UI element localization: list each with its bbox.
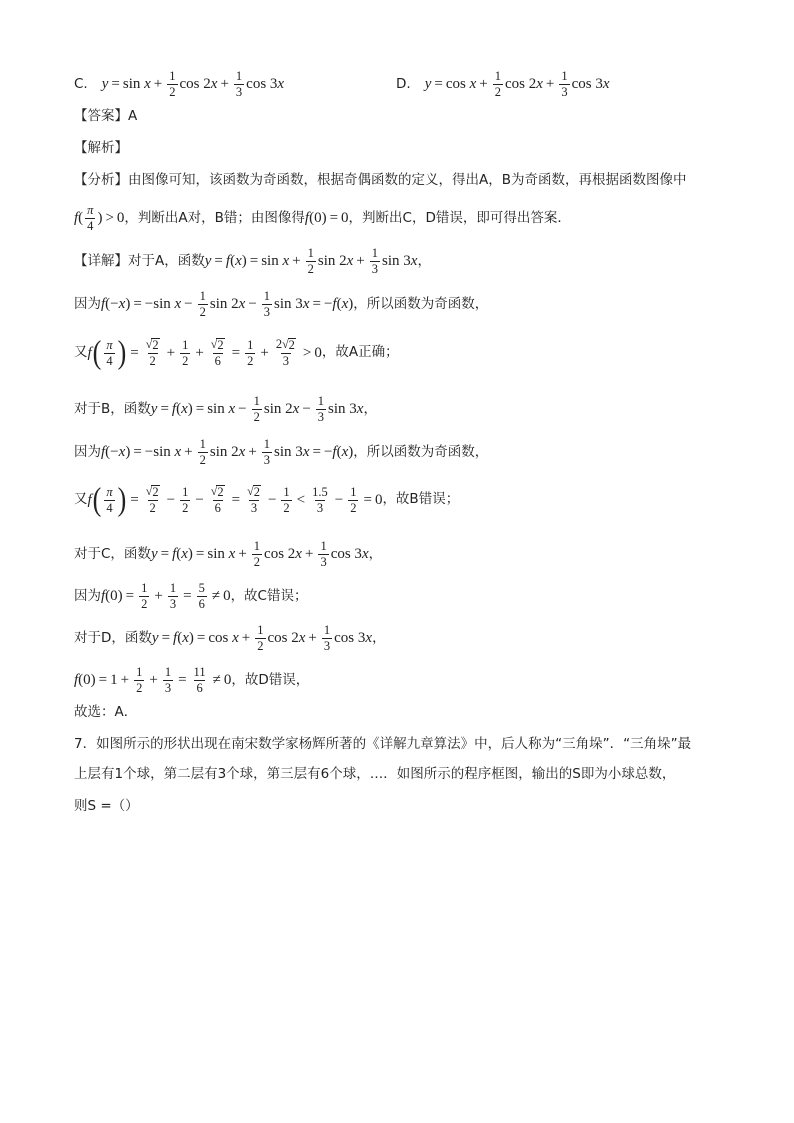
fenxi-line-1: 【分析】由图像可知，该函数为奇函数，根据奇偶函数的定义，得出A，B为奇函数，再根据函数图像中 — [74, 172, 687, 188]
because-a: 因为 — [74, 295, 101, 312]
because-c: 因为 — [74, 587, 101, 604]
option-d-formula: y = cos x + $\frac{1}{2}$ cos 2 x + $\frac{1}{3}$ cos 3 x — [424, 69, 610, 100]
option-c-label: C. — [74, 75, 88, 92]
for-b-text: 对于B，函数 — [74, 400, 151, 417]
fenxi-text-b1: ，判断出A对，B错；由图像得 — [124, 209, 305, 226]
fenxi-line-2: f ( $\frac{\pi}{4}$ ) > 0 ，判断出A对，B错；由图像得 f (0) = 0 ，判断出C，D错误，即可得出答案． — [74, 203, 571, 234]
detail-b-line: 对于B，函数 y = f ( x ) = sin x − $\frac{1}{2}$ sin 2 x − $\frac{1}{3}$ sin 3 x ， — [74, 394, 377, 425]
analysis-heading: 【解析】 — [74, 140, 128, 156]
option-c-formula: y = sin x + $\frac{1}{2}$ cos 2 x + $\frac{1}{3}$ cos 3 x — [101, 69, 285, 100]
option-d — [396, 70, 610, 99]
option-d-label: D. — [396, 75, 411, 92]
value-check-b: 又 f ( $\frac{\pi}{4}$ ) = √ 2 2 − $\frac{1}{2}$ − √ 2 6 = √ 2 3 − $\frac{1}{2}$ < $\frac{1.5}{3}$ − $\frac{1}{2}$ = 0 ，故B错误； — [74, 481, 460, 518]
question-7-line-3: 则S =（） — [74, 798, 139, 814]
again-b: 又 — [74, 491, 88, 508]
odd-check-a: 因为 f (− x ) = −sin x − $\frac{1}{2}$ sin 2 x − $\frac{1}{3}$ sin 3 x = − f ( x ) ，所以函数为奇函数， — [74, 289, 489, 320]
detail-a-line: 【详解】对于A，函数 y = f ( x ) = sin x + $\frac{1}{2}$ sin 2 x + $\frac{1}{3}$ sin 3 x ， — [74, 246, 431, 277]
odd-result-a: ，所以函数为奇函数， — [353, 295, 489, 312]
for-d-text: 对于D，函数 — [74, 629, 152, 646]
for-c-text: 对于C，函数 — [74, 545, 151, 562]
odd-check-b: 因为 f (− x ) = −sin x + $\frac{1}{2}$ sin 2 x + $\frac{1}{3}$ sin 3 x = − f ( x ) ，所以函数为奇函数， — [74, 437, 489, 468]
fenxi-text-b2: ，判断出C，D错误，即可得出答案． — [348, 209, 571, 226]
value-check-a: 又 f ( $\frac{\pi}{4}$ ) = √ 2 2 + $\frac{1}{2}$ + √ 2 6 = $\frac{1}{2}$ + 2 √ 2 3 > 0 ，故A正确； — [74, 334, 399, 371]
option-c — [74, 70, 284, 99]
c-wrong: ，故C错误； — [230, 587, 308, 604]
again-a: 又 — [74, 344, 88, 361]
value-check-d: f (0) = 1 + $\frac{1}{2}$ + $\frac{1}{3}$ = $\frac{11}{6}$ ≠ 0 ，故D错误， — [74, 665, 310, 696]
detail-d-line: 对于D，函数 y = f ( x ) = cos x + $\frac{1}{2}$ cos 2 x + $\frac{1}{3}$ cos 3 x ， — [74, 623, 386, 654]
detail-c-line: 对于C，函数 y = f ( x ) = sin x + $\frac{1}{2}$ cos 2 x + $\frac{1}{3}$ cos 3 x ， — [74, 539, 383, 570]
value-check-c: 因为 f (0) = $\frac{1}{2}$ + $\frac{1}{3}$ = $\frac{5}{6}$ ≠ 0 ，故C错误； — [74, 581, 308, 612]
d-wrong: ，故D错误， — [231, 671, 310, 688]
answer: 【答案】A — [74, 108, 138, 124]
question-7-line-2: 上层有1个球，第二层有3个球，第三层有6个球，…．如图所示的程序框图，输出的S即为小球总数， — [74, 766, 676, 782]
detail-a-text: 【详解】对于A，函数 — [74, 252, 205, 269]
b-wrong: ，故B错误； — [382, 491, 460, 508]
because-b: 因为 — [74, 443, 101, 460]
question-7-line-1: 7．如图所示的形状出现在南宋数学家杨辉所著的《详解九章算法》中，后人称为“三角垛”．“三角垛”最 — [74, 736, 692, 752]
a-correct: ，故A正确； — [321, 344, 399, 361]
choose-answer: 故选：A． — [74, 704, 138, 720]
odd-result-b: ，所以函数为奇函数， — [353, 443, 489, 460]
